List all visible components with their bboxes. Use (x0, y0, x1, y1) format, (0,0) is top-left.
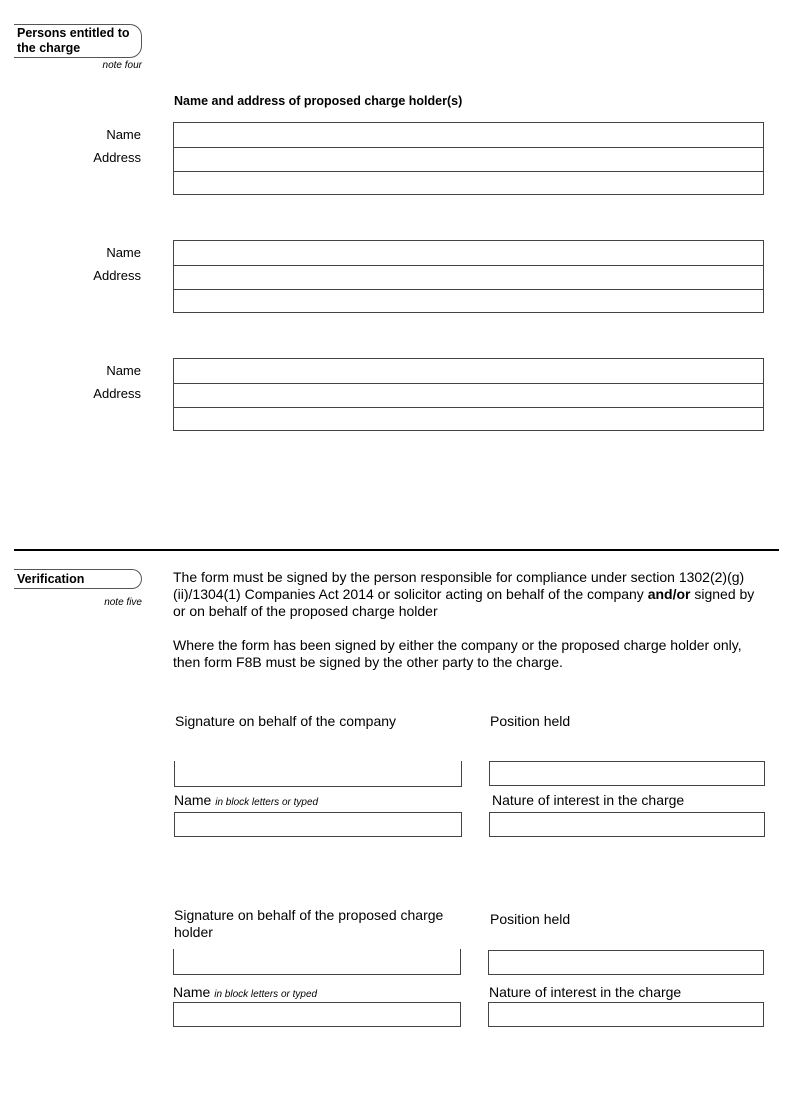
instructions-text-2: signed by or on behalf of the proposed charge holder (173, 586, 755, 619)
company-signature-field[interactable] (174, 761, 462, 787)
verification-instructions (173, 569, 765, 620)
verification-note-f8b: Where the form has been signed by either the company or the proposed charge holder only, then form F8B must be signed by the other party to the charge. (173, 637, 742, 670)
section-title-persons-line1: Persons entitled to (17, 26, 130, 40)
instructions-text-1: The form must be signed by the person responsible for compliance under section 1302(2)(g) (ii)/1304(1) Companies Act 2014 or solicitor acting on behalf of the company (173, 569, 745, 602)
holder-2-name-field[interactable] (174, 241, 763, 265)
holder-name-label-text: Name (173, 984, 211, 1000)
company-signature-label: Signature on behalf of the company (175, 713, 397, 729)
holder-1-name-field[interactable] (174, 123, 763, 147)
charge-holders-heading: Name and address of proposed charge holder(s) (174, 94, 463, 108)
holder-2-address-line-1[interactable] (174, 265, 763, 290)
company-name-label (174, 792, 318, 811)
holder-position-field[interactable] (488, 950, 764, 975)
company-position-label: Position held (490, 713, 571, 729)
holder-1-address-line-2[interactable] (174, 171, 763, 195)
section-title-persons-line2: the charge (17, 41, 81, 55)
company-interest-label: Nature of interest in the charge (492, 792, 685, 808)
holder-2-address-label: Address (93, 268, 141, 283)
holder-3-fields (173, 358, 764, 431)
holder-name-hint: in block letters or typed (214, 989, 318, 1000)
instructions-and-or: and/or (647, 586, 691, 602)
company-interest-field[interactable] (489, 812, 765, 837)
company-name-label-text: Name (174, 792, 212, 808)
company-position-field[interactable] (489, 761, 765, 786)
holder-name-label (173, 984, 317, 1003)
holder-1-address-label: Address (93, 150, 141, 165)
holder-interest-label: Nature of interest in the charge (489, 984, 682, 1000)
note-five: note five (104, 597, 142, 608)
section-divider (14, 549, 779, 551)
section-title-verification: Verification (17, 572, 85, 586)
holder-3-address-label: Address (93, 386, 141, 401)
company-name-field[interactable] (174, 812, 462, 837)
holder-3-address-line-2[interactable] (174, 407, 763, 431)
holder-3-address-line-1[interactable] (174, 383, 763, 408)
holder-2-fields (173, 240, 764, 313)
holder-3-name-label: Name (106, 363, 141, 378)
holder-3-name-field[interactable] (174, 359, 763, 383)
note-four: note four (102, 60, 142, 71)
holder-interest-field[interactable] (488, 1002, 764, 1027)
holder-position-label: Position held (490, 911, 571, 927)
holder-1-fields (173, 122, 764, 195)
holder-signature-field[interactable] (173, 949, 461, 975)
company-name-hint: in block letters or typed (215, 797, 319, 808)
holder-2-address-line-2[interactable] (174, 289, 763, 313)
holder-signature-label: Signature on behalf of the proposed charge holder (174, 907, 444, 940)
holder-name-field[interactable] (173, 1002, 461, 1027)
holder-1-name-label: Name (106, 127, 141, 142)
holder-1-address-line-1[interactable] (174, 147, 763, 172)
holder-2-name-label: Name (106, 245, 141, 260)
